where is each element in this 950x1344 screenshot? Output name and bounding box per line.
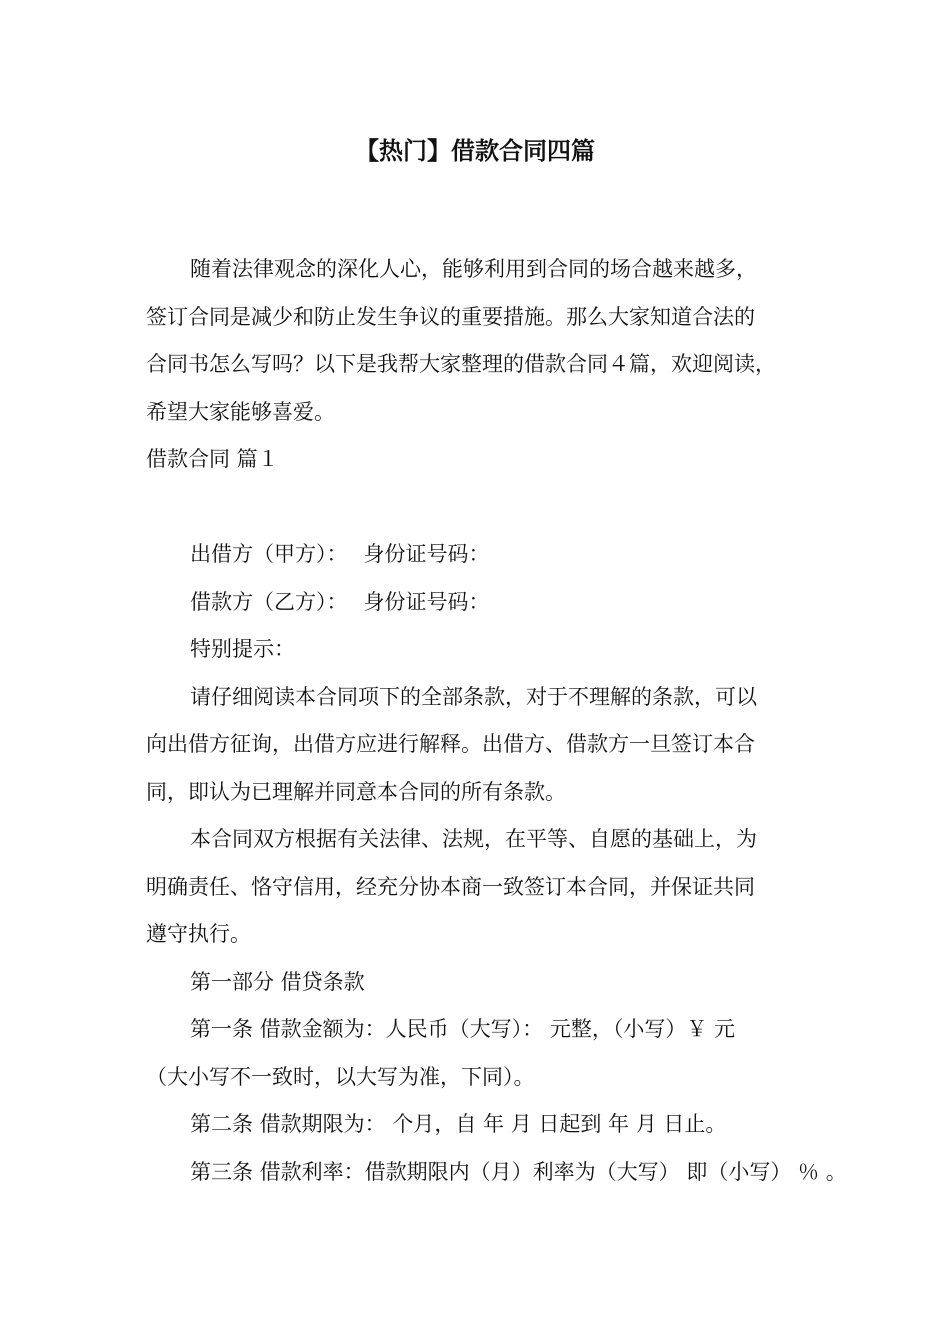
intro-line: 签订合同是减少和防止发生争议的重要措施。那么大家知道合法的 bbox=[146, 304, 755, 329]
article-2: 第二条 借款期限为： 个月，自 年 月 日起到 年 月 日止。 bbox=[190, 1112, 727, 1136]
borrower-label: 借款方（乙方）： bbox=[190, 589, 348, 614]
notice-line: 同，即认为已理解并同意本合同的所有条款。 bbox=[146, 779, 566, 804]
document-title: 【热门】借款合同四篇 bbox=[355, 137, 595, 165]
borrower-line bbox=[146, 579, 826, 627]
intro-line: 随着法律观念的深化人心，能够利用到合同的场合越来越多， bbox=[190, 257, 757, 281]
blank-line bbox=[146, 484, 826, 532]
intro-line: 希望大家能够喜爱。 bbox=[146, 399, 335, 424]
principle-line: 遵守执行。 bbox=[146, 922, 251, 946]
lender-label: 出借方（甲方）： bbox=[190, 542, 348, 566]
principle-line: 明确责任、恪守信用，经充分协本商一致签订本合同，并保证共同 bbox=[146, 874, 755, 899]
lender-line bbox=[146, 531, 826, 579]
article-1-line: 第一条 借款金额为：人民币（大写）： 元整，（小写）￥ 元 bbox=[190, 1017, 736, 1041]
part-one-heading: 第一部分 借贷条款 bbox=[190, 969, 365, 994]
special-notice-heading: 特别提示： bbox=[190, 637, 295, 661]
borrower-id-label: 身份证号码： bbox=[363, 589, 490, 614]
notice-line: 向出借方征询，出借方应进行解释。出借方、借款方一旦签订本合 bbox=[146, 732, 755, 756]
article-1-line: （大小写不一致时，以大写为准，下同）。 bbox=[146, 1064, 535, 1089]
document-body bbox=[146, 246, 847, 1196]
intro-line: 合同书怎么写吗？以下是我帮大家整理的借款合同４篇，欢迎阅读， bbox=[146, 352, 776, 376]
section-heading: 借款合同 篇１ bbox=[146, 447, 279, 471]
lender-id-label: 身份证号码： bbox=[363, 542, 490, 566]
principle-line: 本合同双方根据有关法律、法规，在平等、自愿的基础上，为 bbox=[190, 827, 757, 851]
notice-line: 请仔细阅读本合同项下的全部条款，对于不理解的条款，可以 bbox=[190, 684, 757, 709]
article-3: 第三条 借款利率：借款期限内（月）利率为（大写） 即（小写） ％ 。 bbox=[190, 1159, 847, 1184]
